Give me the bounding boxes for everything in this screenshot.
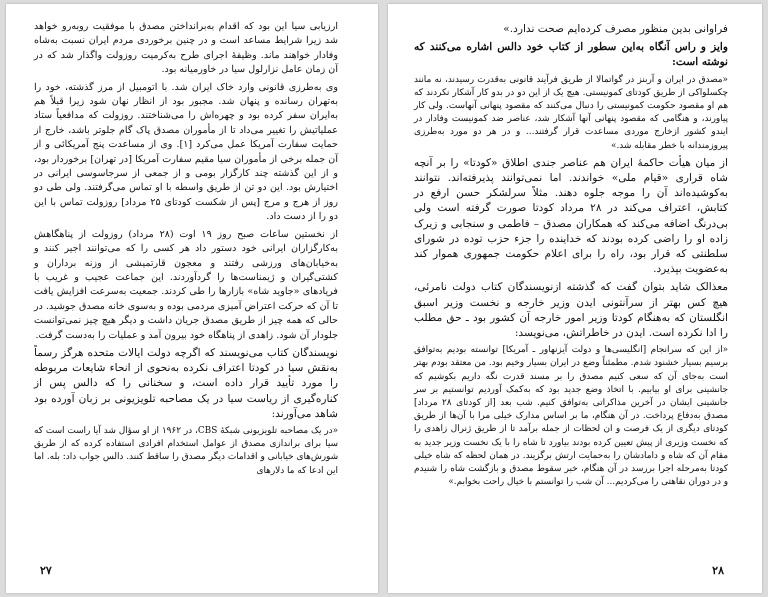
right-page xyxy=(388,4,762,593)
paragraph: از نخستین ساعات صبح روز ۱۹ اوت (۲۸ مرداد) روزولت از پناهگاهش به‌کارگزاران ایرانی خود دستور داد هر کسی را که می‌توانند اجیر کنند و به‌خیابان‌های ورزشی رفتند و معجون قارتمیشی از وزنه برداران و کشتی‌گیران و ژیمناست‌ها را گردآوردند. این جماعت عجیب و غریب با فریادهای «جاوید شاه» بازارها را طی کردند. جمعیت به‌سرعت افزایش یافت تا آن که حرکت اعتراض آمیزی مردمی بوده و به‌سوی خانه مصدق جوشید. در حالی که همه چیز از طریق مصدق جریان داشت و دیگر هیچ چیز نمی‌توانست جلودار آن شود. زاهدی از پناهگاه خود بیرون آمد و عملیات را به‌دست گرفت. xyxy=(34,228,338,341)
paragraph: معذالک شاید بتوان گفت که گذشته ازنویسندگان کتاب دولت نامرئی، هیچ کس بهتر از سرآنتونی ایدن وزیر خارجه و نخست وزیر اسبق انگلستان که به‌هنگام کودتا وزیر امور خارجه آن کشور بود ـ حق مطلب را ادا نکرده است. ایدن در خاطراتش، می‌نویسد: xyxy=(414,281,728,340)
left-page-text xyxy=(34,20,338,481)
page-number: ۲۷ xyxy=(40,564,52,577)
block-quote: «مصدق در ایران و آربنز در گواتمالا از طریق فرآیند قانونی به‌قدرت رسیدند، نه مانند چکسلواکی از طریق کودتای کمونیستی. هیچ یک از این دو در بدو کار آشکار نکردند که هم او مقصود حکومت کمونیستی را دنبال می‌کنند که مقصود پنهانی آنهاست. ولی کار پیاورند، و هنگامی که مقصود پنهانی آنها آشکار شد، عناصر ضد کمونیست وفادار در ایندو کشور ازخارج موردی مساعدت قرار گرفتند... و در هر دو مورد به‌طرزی پیروزمندانه با خطر مقابله شد.» xyxy=(414,74,728,151)
block-quote: «در یک مصاحبه تلویزیونی شبکهٔ CBS، در ۱۹۶۲ از او سؤال شد آیا راست است که سیا برای براندازی مصدق از عوامل استخدام افرادی استفاده کرده که از طریق شورش‌های خیابانی و اقدامات دیگر مصدق را ساقط کنند. دالس جواب داد: بله. اما این ادعا که ما دلارهای xyxy=(34,425,338,476)
paragraph: وی به‌طرزی قانونی وارد خاک ایران شد. با اتومبیل از مرز گذشته، خود را به‌تهران رسانده و پنهان شد. مجبور بود از انظار نهان شود زیرا قبلاً هم به‌ایران سفر کرده بود و چهره‌اش را می‌شناختند. روزولت که مدافعیاً ستاد عملیاتیش را تغییر می‌داد تا از مأموران مصدق پاک گام جلوتر باشد، خارج از حمایت سفارت آمریکا عمل می‌کرد [۱]. وی از مساعدت پنج آمریکائی و از آن جمله برخی از مأموران سیا مقیم سفارت آمریکا [در تهران] برخوردار بود، و از این گذشته چند کارگزار بومی و از جمعی از سرجاسوسی ایرانی در اختیارش بود. این دو تن از طریق واسطه با او تماس می‌گرفتند. ولی طی دو روز از هرج و مرج [پس از شکست کودتای ۲۵ مرداد] روزولت تماس با این دو را از دست داد. xyxy=(34,81,338,223)
page-number: ۲۸ xyxy=(712,564,724,577)
paragraph: از میان هیأت حاکمهٔ ایران هم عناصر جندی اطلاق «کودتا» را بر آنچه شاه قراری «قیام ملی» خواندند. اما نمی‌توانند پذیرفته‌اند. نتوانند به‌کوشیده‌اند آن را موجه جلوه دهند. مثلاً سرلشکر حسن ارفع در کتابش، اعتراف می‌کند در ۲۸ مرداد کودتا صورت گرفته است ولی بی‌درنگ اضافه می‌کند که همکاران مصدق – فاطمی و سنجابی و زیرک زاده او را راضی کرده بودند که خداینده را جزء حزب توده در شورای سلطنتی که قرار بود، راه را برای اعلام حکومت جمهوری هموار کند به‌عضویت بپذیرد. xyxy=(414,156,728,276)
paragraph: ارزیابی سیا این بود که اقدام به‌برانداختن مصدق با موفقیت روبه‌رو خواهد شد زیرا شرایط مساعد است و در چنین برخوردی مردم ایران نسبت به‌شاه وفادار خواهند ماند. وظیفهٔ اجرای طرح به‌کرمیت روزولت واگذار شد که در آن زمان عامل نزارلول سیا در خاورمیانه بود. xyxy=(34,21,338,76)
block-quote: «از این که سرانجام [انگلیسی‌ها و دولت آیزنهاور ـ آمریکا] توانسته بودیم به‌توافق برسیم بسیار خشنود شدم. مطمئناً وضع در ایران بسیار وخیم بود. من معتقد بودم بهتر است به‌جای آن که سعی کنیم مصدق را بر مسند قدرت نگه داریم بکوشیم که جانشینی برای او بیابیم. با اتخاذ وضع جدید بود که به‌کمک آوردیم توانستیم بر سر جانشینی ایشان در آخرین مذاکراتی به‌توافق کنیم. شب بعد [از کودتای ۲۸ مرداد] مصدق به‌دفاع پرداخت. در آن هنگام، ما بر اساس مدارک خیلی مرا با آن‌ها از طریق کودتای دیگری از یک فرصت و ان لحظات از جمله برآمد تا از طریق ژنرال زاهدی را که نخست وزیری از پیش تعیین کرده بودند بیاورد تا شاه را با یک نخست وزیر جدید به مقام آن که شاه و دامادشان را به‌حمایت ارتش برگزیند. در همان لحظه که شاه خیلی کودتا به‌مرحله اجرا بررسد در آن هنگام، خبر سقوط مصدق و بازگشت شاه را شنیدم و در دوران نقاهتی را می‌کردیم... آن شب را توانستم با خیال راحت بخوابم.» xyxy=(414,345,728,488)
section-lead: وایز و راس آنگاه به‌این سطور از کتاب خود دالس اشاره می‌کنند که نوشته است: xyxy=(414,41,728,69)
paragraph: فراوانی بدین منظور مصرف کرده‌ایم صحت ندارد.» xyxy=(503,23,728,35)
right-page-text xyxy=(414,22,728,493)
left-page xyxy=(6,4,378,593)
emphasized-paragraph: نویسندگان کتاب می‌نویسند که اگرچه دولت ایالات متحده هرگز رسماً به‌نقش سیا در کودتا اعتراف نکرده به‌نحوی از انحاء شایعات مربوطه را مورد تأیید قرار داده است، و سخنانی را که دالس پس از کناره‌گیری از ریاست سیا در یک مصاحبه تلویزیونی بر زبان آورده بود شاهد می‌آورند: xyxy=(34,346,338,420)
